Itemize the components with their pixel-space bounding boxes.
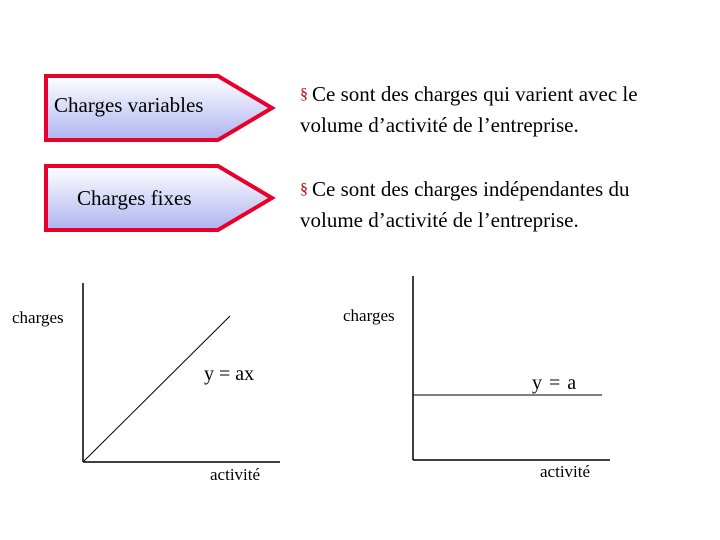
bullet-icon: § — [300, 86, 308, 103]
label-charges-variables: Charges variables — [54, 93, 204, 117]
definition-text: Ce sont des charges indépendantes du volume d’activité de l’entreprise. — [300, 177, 630, 232]
definition-text: Ce sont des charges qui varient avec le volume d’activité de l’entreprise. — [300, 82, 638, 137]
graph2-x-label: activité — [540, 462, 591, 481]
bullet-icon: § — [300, 181, 308, 198]
graph2-y-label: charges — [343, 306, 395, 325]
graph1-x-label: activité — [210, 465, 261, 484]
graph1-y-label: charges — [12, 308, 64, 327]
label-charges-fixes: Charges fixes — [77, 186, 192, 210]
graph1-line-y-ax — [83, 316, 230, 462]
graph1-equation: y = ax — [204, 363, 255, 385]
graph2-equation: y = a — [532, 372, 578, 394]
